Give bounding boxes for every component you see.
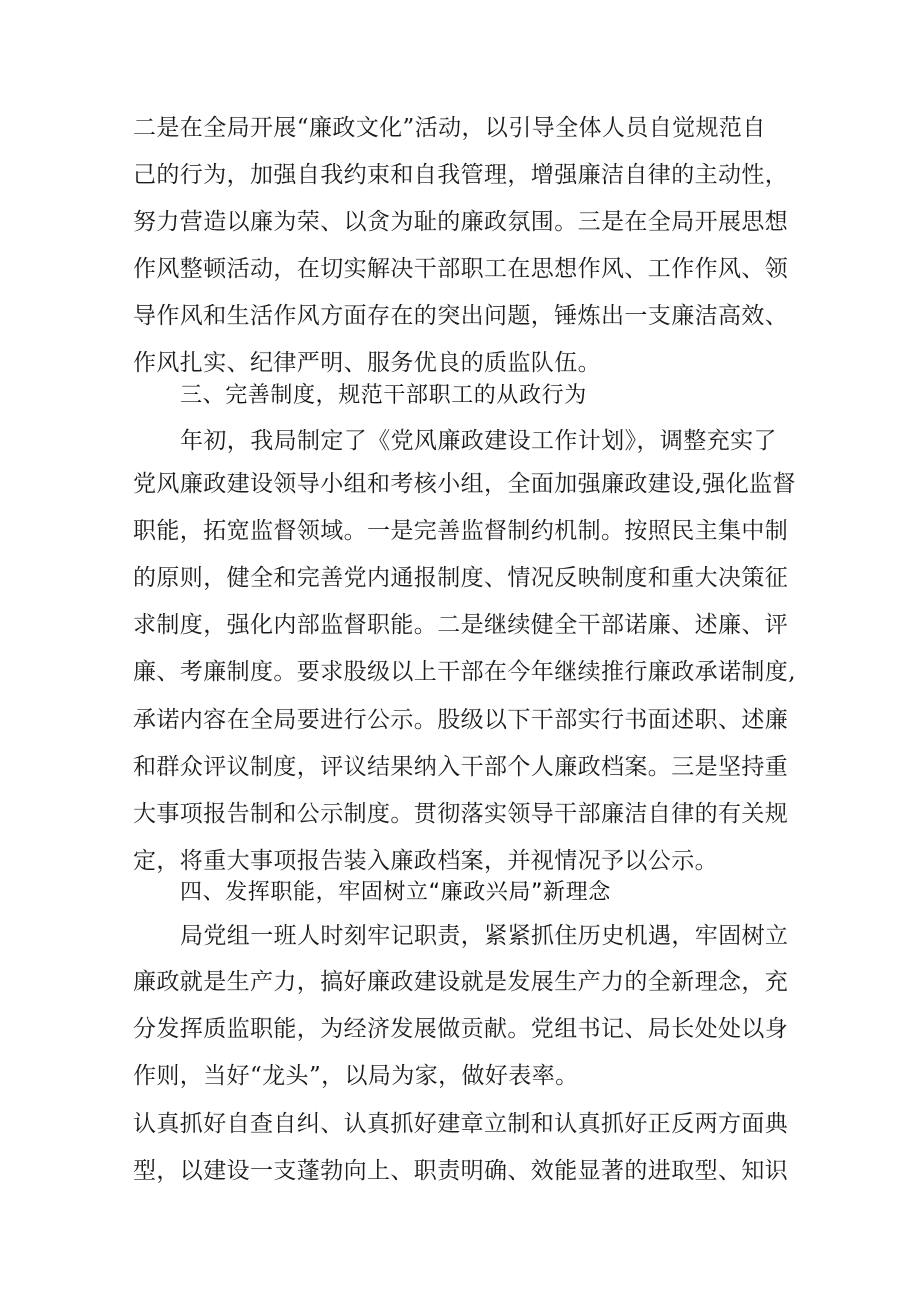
paragraph-line: 导作风和生活作风方面存在的突出问题，锤炼出一支廉洁高效、 bbox=[133, 303, 789, 329]
section-heading-3: 三、完善制度，规范干部职工的从政行为 bbox=[180, 383, 587, 408]
paragraph-line: 己的行为，加强自我约束和自我管理，增强廉洁自律的主动性， bbox=[133, 162, 789, 188]
paragraph-line: 作风整顿活动，在切实解决干部职工在思想作风、工作作风、领 bbox=[133, 256, 789, 282]
paragraph-line: 职能，拓宽监督领域。一是完善监督制约机制。按照民主集中制 bbox=[133, 518, 789, 544]
paragraph-line: 廉、考廉制度。要求股级以上干部在今年继续推行廉政承诺制度, bbox=[133, 659, 796, 685]
paragraph-line: 承诺内容在全局要进行公示。股级以下干部实行书面述职、述廉 bbox=[133, 707, 789, 733]
paragraph-line: 二是在全局开展“廉政文化”活动，以引导全体人员自觉规范自 bbox=[133, 115, 766, 141]
section-heading-4: 四、发挥职能，牢固树立“廉政兴局”新理念 bbox=[180, 880, 611, 905]
paragraph-line: 型，以建设一支蓬勃向上、职责明确、效能显著的进取型、知识 bbox=[133, 1158, 789, 1184]
paragraph-line: 作则，当好“龙头”，以局为家，做好表率。 bbox=[133, 1063, 579, 1089]
paragraph-line: 努力营造以廉为荣、以贪为耻的廉政氛围。三是在全局开展思想 bbox=[133, 209, 789, 235]
paragraph-line: 的原则，健全和完善党内通报制度、情况反映制度和重大决策征 bbox=[133, 565, 789, 591]
paragraph-line: 求制度，强化内部监督职能。二是继续健全干部诺廉、述廉、评 bbox=[133, 612, 789, 638]
paragraph-line: 定，将重大事项报告装入廉政档案，并视情况予以公示。 bbox=[133, 848, 718, 874]
paragraph-line: 局党组一班人时刻牢记职责，紧紧抓住历史机遇，牢固树立 bbox=[180, 923, 789, 949]
paragraph-line: 分发挥质监职能，为经济发展做贡献。党组书记、局长处处以身 bbox=[133, 1016, 789, 1042]
paragraph-line: 和群众评议制度，评议结果纳入干部个人廉政档案。三是坚持重 bbox=[133, 754, 789, 780]
paragraph-line: 党风廉政建设领导小组和考核小组，全面加强廉政建设,强化监督 bbox=[133, 471, 796, 497]
paragraph-line: 廉政就是生产力，搞好廉政建设就是发展生产力的全新理念，充 bbox=[133, 969, 789, 995]
paragraph-line: 大事项报告制和公示制度。贯彻落实领导干部廉洁自律的有关规 bbox=[133, 801, 789, 827]
paragraph-line: 作风扎实、纪律严明、服务优良的质监队伍。 bbox=[133, 350, 601, 376]
paragraph-line: 认真抓好自查自纠、认真抓好建章立制和认真抓好正反两方面典 bbox=[133, 1111, 789, 1137]
paragraph-line: 年初，我局制定了《党风廉政建设工作计划》，调整充实了 bbox=[180, 428, 777, 454]
